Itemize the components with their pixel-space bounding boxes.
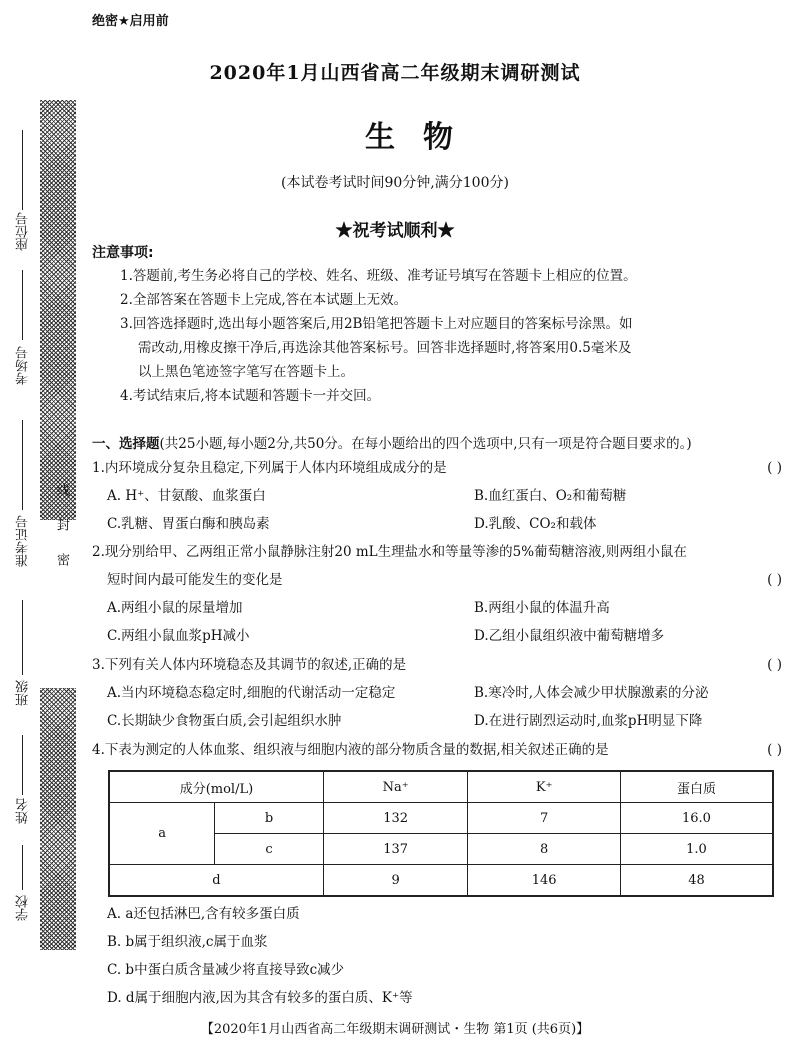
exam-time-info: (本试卷考试时间90分钟,满分100分): [281, 175, 509, 191]
table-cell: 7: [468, 803, 621, 834]
binding-pattern-top: [40, 100, 76, 520]
question-3: [92, 655, 782, 675]
option-d: D.乙组小鼠组织液中葡萄糖增多: [474, 628, 665, 644]
question-2: [92, 542, 782, 562]
option-b: B. b属于组织液,c属于血浆: [107, 934, 268, 950]
data-table: [108, 770, 774, 897]
seal-char-seal: 封: [54, 518, 69, 531]
school-label: 学校: [16, 895, 31, 921]
exam-room-line: [22, 270, 23, 340]
table-cell: 146: [468, 865, 621, 897]
table-cell: 9: [323, 865, 468, 897]
option-d: D.在进行剧烈运动时,血浆pH明显下降: [474, 713, 703, 729]
option-a: A. H⁺、甘氨酸、血浆蛋白: [107, 488, 266, 504]
table-cell: 137: [323, 834, 468, 865]
notice-item: 4.考试结束后,将本试题和答题卡一并交回。: [120, 388, 381, 404]
option-b: B.寒冷时,人体会减少甲状腺激素的分泌: [474, 685, 709, 701]
table-header-row: [109, 771, 773, 803]
seal-char-line: 线: [54, 483, 69, 496]
answer-bracket: ( ): [767, 657, 782, 673]
option-b: B.两组小鼠的体温升高: [474, 600, 610, 616]
exam-title: 2020年1月山西省高二年级期末调研测试: [209, 62, 581, 84]
notice-item: 3.回答选择题时,选出每小题答案后,用2B铅笔把答题卡上对应题目的答案标号涂黑。如: [120, 316, 633, 332]
table-cell: 1.0: [620, 834, 773, 865]
option-d: D.乳酸、CO₂和载体: [474, 516, 597, 532]
binding-pattern-bottom: [40, 688, 76, 950]
option-c: C. b中蛋白质含量减少将直接导致c减少: [107, 962, 345, 978]
seat-number-label: 座位号: [16, 212, 31, 251]
notice-item: 以上黑色笔迹签字笔写在答题卡上。: [138, 364, 354, 380]
class-line: [22, 600, 23, 675]
table-cell: b: [215, 803, 324, 834]
class-label: 班级: [16, 680, 31, 706]
option-c: C.长期缺少食物蛋白质,会引起组织水肿: [107, 713, 342, 729]
seat-line: [22, 130, 23, 210]
section-description: (共25小题,每小题2分,共50分。在每小题给出的四个选项中,只有一项是符合题目要求的。): [159, 436, 692, 452]
table-header-cell: 蛋白质: [620, 771, 773, 803]
table-cell: d: [109, 865, 323, 897]
table-header-cell: 成分(mol/L): [109, 771, 323, 803]
option-c: C.两组小鼠血浆pH减小: [107, 628, 250, 644]
option-a: A.当内环境稳态稳定时,细胞的代谢活动一定稳定: [107, 685, 396, 701]
question-1: [92, 458, 782, 478]
question-2-cont: [107, 570, 782, 590]
seal-char-secret: 密: [54, 553, 69, 566]
question-stem-cont: 短时间内最可能发生的变化是: [107, 572, 283, 588]
answer-bracket: ( ): [767, 742, 782, 758]
table-cell: a: [109, 803, 215, 865]
question-stem: 3.下列有关人体内环境稳态及其调节的叙述,正确的是: [92, 657, 407, 673]
school-line: [22, 845, 23, 890]
page-footer: 【2020年1月山西省高二年级期末调研测试・生物 第1页 (共6页)】: [200, 1022, 590, 1037]
question-4: [92, 740, 782, 760]
notice-item: 2.全部答案在答题卡上完成,答在本试题上无效。: [120, 292, 408, 308]
notice-item: 需改动,用橡皮擦干净后,再选涂其他答案标号。回答非选择题时,将答案用0.5毫米及: [138, 340, 632, 356]
section-title: 一、选择题: [92, 436, 160, 452]
confidential-label: 绝密★启用前: [92, 14, 169, 29]
notice-heading: 注意事项:: [92, 245, 154, 261]
subject-title: 生物: [365, 120, 481, 155]
question-stem: 1.内环境成分复杂且稳定,下列属于人体内环境组成成分的是: [92, 460, 447, 476]
table-cell: 132: [323, 803, 468, 834]
section-heading: [92, 432, 692, 452]
option-a: A.两组小鼠的尿量增加: [107, 600, 243, 616]
option-c: C.乳糖、胃蛋白酶和胰岛素: [107, 516, 270, 532]
table-header-cell: K⁺: [468, 771, 621, 803]
table-cell: c: [215, 834, 324, 865]
notice-item: 1.答题前,考生务必将自己的学校、姓名、班级、准考证号填写在答题卡上相应的位置。: [120, 268, 637, 284]
exam-room-label: 考场号: [16, 346, 31, 385]
option-d: D. d属于细胞内液,因为其含有较多的蛋白质、K⁺等: [107, 990, 413, 1006]
good-luck-banner: ★祝考试顺利★: [335, 221, 455, 241]
ticket-number-label: 准考证号: [16, 515, 31, 567]
ticket-line: [22, 420, 23, 510]
table-row: [109, 865, 773, 897]
table-cell: 8: [468, 834, 621, 865]
table-header-cell: Na⁺: [323, 771, 468, 803]
table-cell: 48: [620, 865, 773, 897]
table-cell: 16.0: [620, 803, 773, 834]
question-stem: 2.现分别给甲、乙两组正常小鼠静脉注射20 mL生理盐水和等量等渗的5%葡萄糖溶液,则两组小鼠在: [92, 544, 687, 560]
option-a: A. a还包括淋巴,含有较多蛋白质: [107, 906, 300, 922]
answer-bracket: ( ): [767, 460, 782, 476]
option-b: B.血红蛋白、O₂和葡萄糖: [474, 488, 627, 504]
name-line: [22, 735, 23, 795]
question-stem: 4.下表为测定的人体血浆、组织液与细胞内液的部分物质含量的数据,相关叙述正确的是: [92, 742, 609, 758]
name-label: 姓名: [16, 798, 31, 824]
answer-bracket: ( ): [767, 572, 782, 588]
table-row: [109, 803, 773, 834]
